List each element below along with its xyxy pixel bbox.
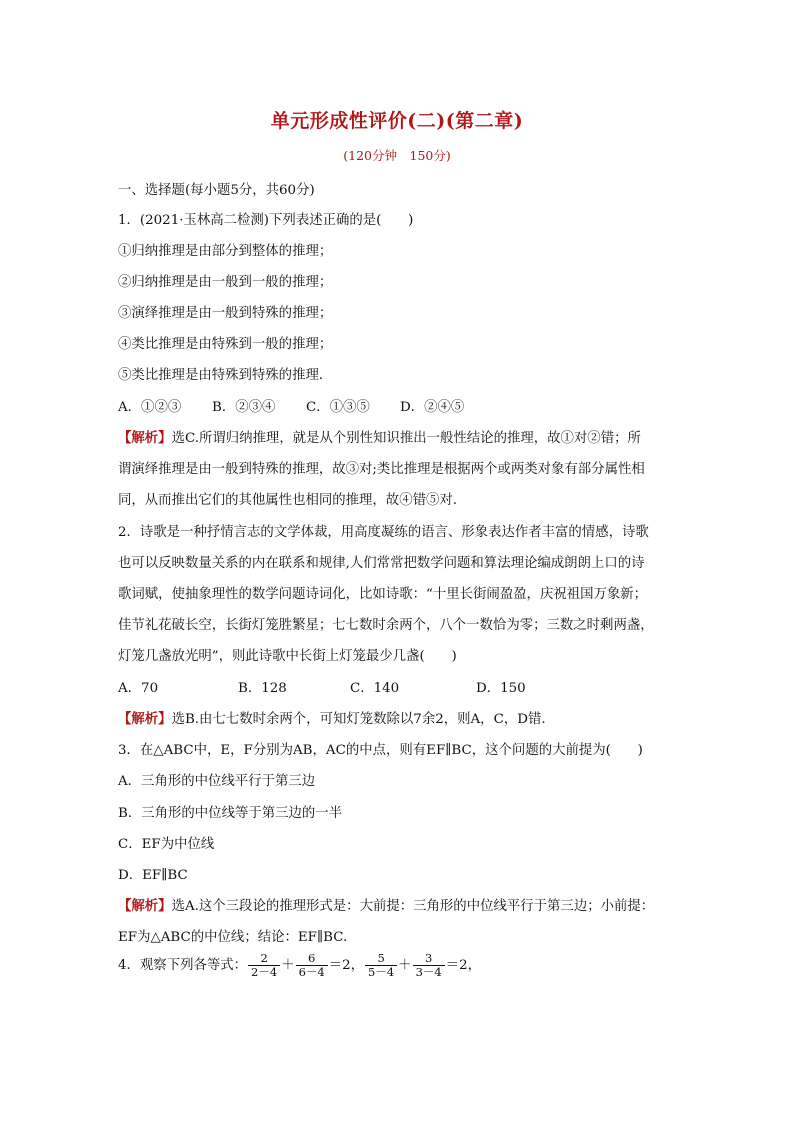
q1-analysis-line-1: [118, 427, 641, 446]
q1-analysis-line-2: 谓演绎推理是由一般到特殊的推理，故③对;类比推理是根据两个或两类对象有部分属性相: [118, 462, 645, 477]
equals-text: ＝2，: [328, 958, 365, 974]
fraction-numerator: 5: [365, 952, 397, 966]
q3-analysis-line-1: [118, 895, 654, 914]
q3-option-d: D．EF∥BC: [118, 868, 188, 883]
fraction-numerator: 6: [296, 952, 328, 966]
q3-analysis-text-1: 选A.这个三段论的推理形式是：大前提：三角形的中位线平行于第三边；小前提：: [171, 899, 655, 914]
analysis-tag: 【解析】: [118, 430, 172, 446]
q4-stem: [118, 952, 481, 979]
fraction-denominator: 5－4: [368, 965, 395, 980]
q2-option-b: B．128: [238, 681, 287, 696]
q4-prefix: 4．观察下列各等式：: [118, 958, 248, 974]
q1-item-1: ①归纳推理是由部分到整体的推理；: [118, 244, 333, 259]
equals-text: ＝2，: [445, 958, 482, 974]
q2-stem-line-3: 歌词赋，使抽象理性的数学问题诗词化，比如诗歌：“十里长街闹盈盈，庆祝祖国万象新；: [118, 587, 648, 602]
section-heading: 一、选择题(每小题5分，共60分): [118, 183, 315, 198]
plus-sign: ＋: [398, 958, 412, 974]
q1-option-d: D．②④⑤: [400, 400, 465, 415]
fraction-denominator: 3－4: [415, 965, 442, 980]
fraction-numerator: 3: [413, 952, 445, 966]
q4-fraction-2: [296, 952, 328, 979]
q3-stem: 3．在△ABC中，E，F分别为AB，AC的中点，则有EF∥BC，这个问题的大前提为( ): [118, 743, 643, 758]
q4-fraction-3: [365, 952, 397, 979]
q1-option-a: A．①②③: [118, 400, 182, 415]
q1-stem: 1．(2021·玉林高二检测)下列表述正确的是( ): [118, 213, 414, 228]
q2-stem-line-1: 2．诗歌是一种抒情言志的文学体裁，用高度凝练的语言、形象表达作者丰富的情感，诗歌: [118, 525, 649, 540]
q2-option-c: C．140: [350, 681, 400, 696]
q2-option-d: D．150: [476, 681, 526, 696]
q1-item-2: ②归纳推理是由一般到一般的推理；: [118, 275, 333, 290]
fraction-numerator: 2: [248, 952, 280, 966]
q4-fraction-4: [413, 952, 445, 979]
q3-option-c: C．EF为中位线: [118, 837, 215, 852]
q2-analysis-text: 选B.由七七数时余两个，可知灯笼数除以7余2，则A，C，D错.: [171, 712, 546, 727]
q1-item-3: ③演绎推理是由一般到特殊的推理；: [118, 306, 333, 321]
analysis-tag: 【解析】: [118, 898, 172, 914]
q4-fraction-1: [248, 952, 280, 979]
q1-item-4: ④类比推理是由特殊到一般的推理；: [118, 337, 333, 352]
page-subtitle: (120分钟 150分): [343, 148, 451, 163]
plus-sign: ＋: [281, 958, 295, 974]
analysis-tag: 【解析】: [118, 711, 172, 727]
q1-options: [118, 396, 464, 415]
q2-analysis: [118, 708, 546, 727]
page-title: 单元形成性评价(二)(第二章): [270, 110, 524, 132]
q2-stem-line-4: 佳节礼花破长空，长街灯笼胜繁星；七七数时余两个，八个一数恰为零；三数之时剩两盏，: [118, 618, 654, 633]
q2-option-a: A．70: [118, 681, 159, 696]
q3-analysis-line-2: EF为△ABC的中位线；结论：EF∥BC.: [118, 930, 348, 945]
q1-item-5: ⑤类比推理是由特殊到特殊的推理．: [118, 368, 333, 383]
q3-option-a: A．三角形的中位线平行于第三边: [118, 774, 316, 789]
q2-stem-line-5: 灯笼几盏放光明”，则此诗歌中长街上灯笼最少几盏( ): [118, 649, 457, 664]
q1-analysis-line-3: 同，从而推出它们的其他属性也相同的推理，故④错⑤对.: [118, 493, 458, 508]
q2-stem-line-2: 也可以反映数量关系的内在联系和规律,人们常常把数学问题和算法理论编成朗朗上口的诗: [118, 556, 645, 571]
q3-option-b: B．三角形的中位线等于第三边的一半: [118, 806, 343, 821]
q1-analysis-text-1: 选C.所谓归纳推理，就是从个别性知识推出一般性结论的推理，故①对②错；所: [171, 431, 641, 446]
q1-option-b: B．②③④: [212, 400, 276, 415]
fraction-denominator: 6－4: [298, 965, 325, 980]
q2-options: [118, 677, 526, 696]
q1-option-c: C．①③⑤: [306, 400, 370, 415]
fraction-denominator: 2－4: [251, 965, 278, 980]
